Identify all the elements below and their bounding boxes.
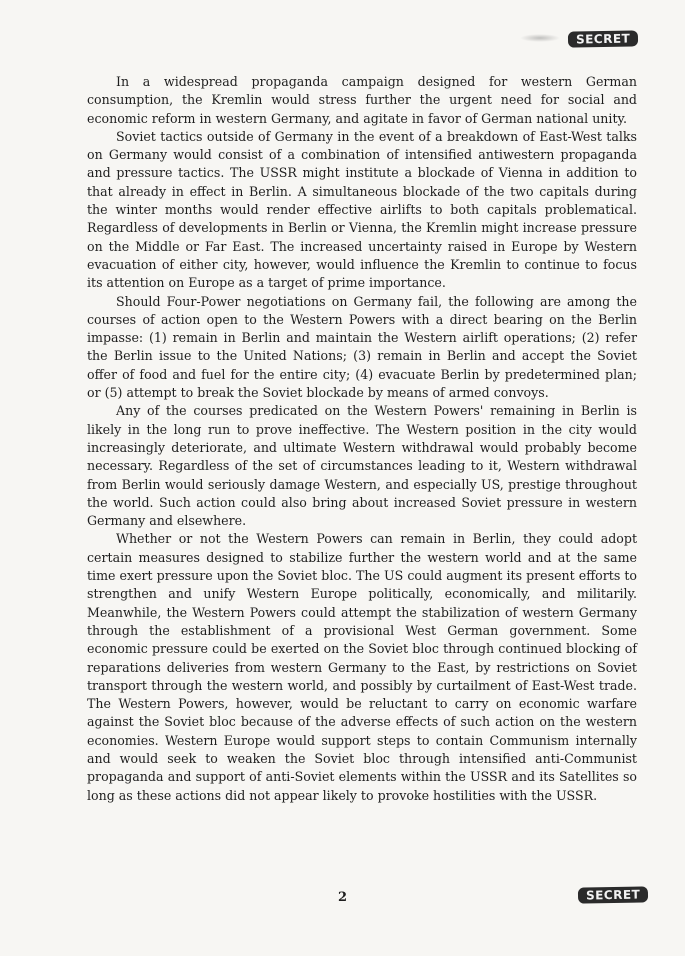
paragraph: Soviet tactics outside of Germany in the event of a breakdown of East-West talks on Germany would consist of a combination of intensified antiwestern propaganda and pressure tactics. The USSR might institute a blockade of Vienna in addition to that already in effect in Berlin. A simultaneous blockade of the two capitals during the winter months would render effective airlifts to both capitals problematical. Regardless of developments in Berlin or Vienna, the Kremlin might increase pressure on the Middle or Far East. The increased uncertainty raised in Europe by Western evacuation of either city, however, would influence the Kremlin to continue to focus its attention on Europe as a target of prime importance. bbox=[87, 128, 637, 291]
classification-stamp-bottom: SECRET bbox=[578, 886, 649, 903]
document-body bbox=[87, 73, 637, 805]
paragraph: Whether or not the Western Powers can remain in Berlin, they could adopt certain measures designed to stabilize further the western world and at the same time exert pressure upon the Soviet bloc. The US could augment its present efforts to strengthen and unify Western Europe politically, economically, and militarily. Meanwhile, the Western Powers could attempt the stabilization of western Germany through the establishment of a provisional West German government. Some economic pressure could be exerted on the Soviet bloc through continued blocking of reparations deliveries from western Germany to the East, by restrictions on Soviet transport through the western world, and possibly by curtailment of East-West trade. The Western Powers, however, would be reluctant to carry on economic warfare against the Soviet bloc because of the adverse effects of such action on the western economies. Western Europe would support steps to contain Communism internally and would seek to weaken the Soviet bloc through intensified anti-Communist propaganda and support of anti-Soviet elements within the USSR and its Satellites so long as these actions did not appear likely to provoke hostilities with the USSR. bbox=[87, 531, 637, 803]
paragraph: Should Four-Power negotiations on Germany fail, the following are among the courses of action open to the Western Powers with a direct bearing on the Berlin impasse: (1) remain in Berlin and maintain the Western airlift operations; (2) refer the Berlin issue to the United Nations; (3) remain in Berlin and accept the Soviet offer of food and fuel for the entire city; (4) evacuate Berlin by predetermined plan; or (5) attempt to break the Soviet blockade by means of armed convoys. bbox=[87, 293, 637, 401]
page-number: 2 bbox=[337, 890, 348, 905]
ink-smudge bbox=[520, 34, 560, 42]
paragraph: In a widespread propaganda campaign designed for western German consumption, the Kremlin would stress further the urgent need for social and economic reform in western Germany, and agitate in favor of German national unity. bbox=[87, 74, 637, 126]
paragraph: Any of the courses predicated on the Western Powers' remaining in Berlin is likely in the long run to prove ineffective. The Western position in the city would increasingly deteriorate, and ultimate Western withdrawal would probably become necessary. Regardless of the set of circumstances leading to it, Western withdrawal from Berlin would seriously damage Western, and especially US, prestige throughout the world. Such action could also bring about increased Soviet pressure in western Germany and elsewhere. bbox=[87, 403, 637, 529]
classification-stamp-top: SECRET bbox=[568, 30, 639, 47]
